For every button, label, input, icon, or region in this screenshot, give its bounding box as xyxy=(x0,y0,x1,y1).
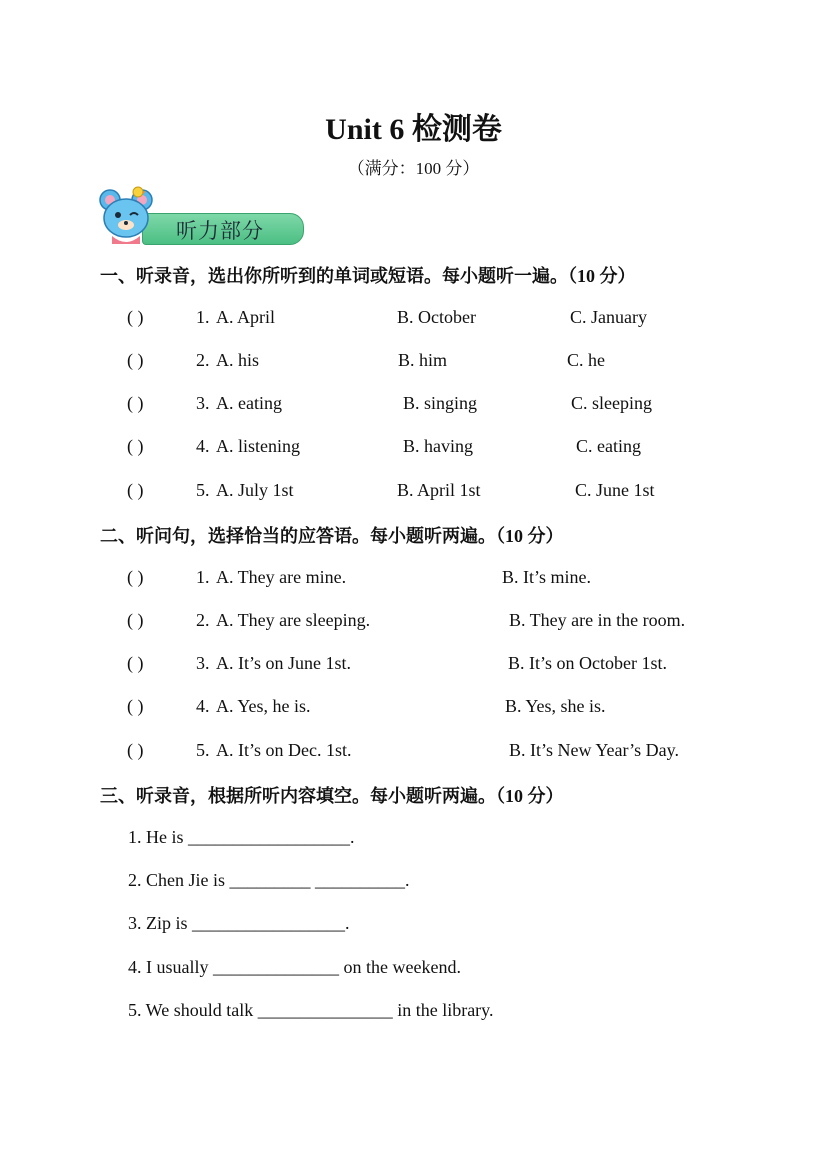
option-a: A. It’s on Dec. 1st. xyxy=(216,740,352,760)
question-number: 2. xyxy=(196,610,210,630)
fill-blank-item[interactable]: 4. I usually ______________ on the weekend. xyxy=(128,957,461,977)
question-number: 1. xyxy=(196,307,210,327)
answer-blank[interactable]: ( ) xyxy=(127,307,144,327)
option-b: B. It’s on October 1st. xyxy=(508,653,667,673)
option-c: C. eating xyxy=(576,436,641,456)
answer-blank[interactable]: ( ) xyxy=(127,740,144,760)
answer-blank[interactable]: ( ) xyxy=(127,393,144,413)
question-number: 3. xyxy=(196,653,210,673)
answer-blank[interactable]: ( ) xyxy=(127,610,144,630)
option-a: A. They are sleeping. xyxy=(216,610,371,630)
option-b: B. They are in the room. xyxy=(509,610,686,630)
question-number: 1. xyxy=(196,567,210,587)
fill-blank-item[interactable]: 5. We should talk _______________ in the library. xyxy=(128,1000,494,1020)
option-a: A. listening xyxy=(216,436,300,456)
option-b: B. him xyxy=(398,350,448,370)
option-c: C. January xyxy=(570,307,647,327)
option-b: B. having xyxy=(403,436,473,456)
option-b: B. October xyxy=(397,307,476,327)
bear-mascot-icon xyxy=(98,186,162,250)
fill-blank-item[interactable]: 1. He is __________________. xyxy=(128,827,355,847)
question-number: 5. xyxy=(196,480,210,500)
page-title: Unit 6 检测卷 xyxy=(325,113,502,146)
option-b: B. It’s New Year’s Day. xyxy=(509,740,679,760)
fill-blank-item[interactable]: 3. Zip is _________________. xyxy=(128,913,350,933)
section2-heading: 二、听问句，选择恰当的应答语。每小题听两遍。（10 分） xyxy=(100,526,564,546)
question-number: 2. xyxy=(196,350,210,370)
answer-blank[interactable]: ( ) xyxy=(127,653,144,673)
question-number: 4. xyxy=(196,696,210,716)
answer-blank[interactable]: ( ) xyxy=(127,480,144,500)
option-a: A. April xyxy=(216,307,276,327)
option-a: A. It’s on June 1st. xyxy=(216,653,351,673)
option-a: A. eating xyxy=(216,393,282,413)
answer-blank[interactable]: ( ) xyxy=(127,567,144,587)
banner-label: 听力部分 xyxy=(176,219,264,243)
option-a: A. his xyxy=(216,350,260,370)
option-b: B. It’s mine. xyxy=(502,567,591,587)
option-a: A. Yes, he is. xyxy=(216,696,311,716)
listening-banner xyxy=(98,186,308,250)
answer-blank[interactable]: ( ) xyxy=(127,436,144,456)
option-c: C. sleeping xyxy=(571,393,652,413)
fill-blank-item[interactable]: 2. Chen Jie is _________ __________. xyxy=(128,870,410,890)
option-a: A. July 1st xyxy=(216,480,294,500)
option-b: B. Yes, she is. xyxy=(505,696,606,716)
option-c: C. June 1st xyxy=(575,480,655,500)
answer-blank[interactable]: ( ) xyxy=(127,696,144,716)
question-number: 3. xyxy=(196,393,210,413)
option-b: B. April 1st xyxy=(397,480,481,500)
score-note: （满分：100 分） xyxy=(347,159,480,178)
question-number: 4. xyxy=(196,436,210,456)
question-number: 5. xyxy=(196,740,210,760)
option-a: A. They are mine. xyxy=(216,567,347,587)
option-b: B. singing xyxy=(403,393,478,413)
section1-heading: 一、听录音，选出你所听到的单词或短语。每小题听一遍。（10 分） xyxy=(100,266,636,286)
option-c: C. he xyxy=(567,350,605,370)
section3-heading: 三、听录音，根据所听内容填空。每小题听两遍。（10 分） xyxy=(100,786,564,806)
answer-blank[interactable]: ( ) xyxy=(127,350,144,370)
